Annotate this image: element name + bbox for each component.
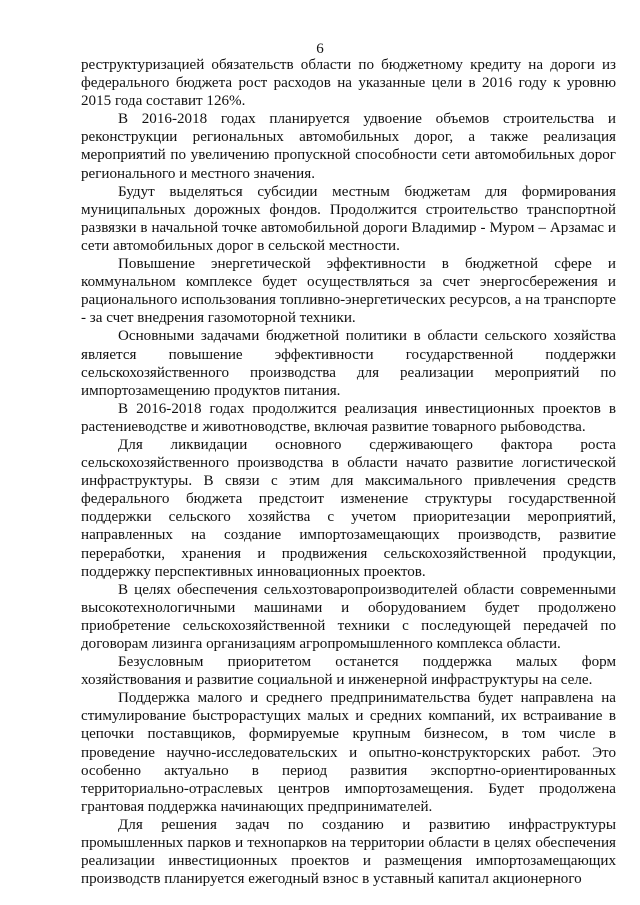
paragraph-energy-efficiency: Повышение энергетической эффективности в бюджетной сфере и коммунальном комплексе будет осуществляться за счет энергосбережения и рационального использования топливно-энергетических ресурсов, а на транспорте - за счет внедрения газомоторной техники.	[81, 256, 616, 327]
paragraph-industrial-parks: Для решения задач по созданию и развитию инфраструктуры промышленных парков и технопарков на территории области в целях обеспечения реализации инвестиционных проектов и размещения импортозамещающих производств планируется ежегодный взнос в уставный капитал акционерного	[81, 816, 616, 888]
paragraph-logistics-infrastructure: Для ликвидации основного сдерживающего фактора роста сельскохозяйственного производства в области начато развитие логистической инфраструктуры. В связи с этим для максимального привлечения средств федерального бюджета предстоит изменение структуры государственной поддержки сельского хозяйства с учетом приоритезации мероприятий, направленных на создание импортозамещающих производств, развитие переработки, хранения и продвижения сельскохозяйственной продукции, поддержку перспективных инновационных проектов.	[81, 436, 616, 580]
page-number: 6	[316, 41, 324, 57]
paragraph-small-farms-priority: Безусловным приоритетом останется поддержка малых форм хозяйствования и развитие социальной и инженерной инфраструктуры на селе.	[81, 654, 616, 689]
paragraph-road-funds-subsidies: Будут выделяться субсидии местным бюджетам для формирования муниципальных дорожных фондов. Продолжится строительство транспортной развязки в начальной точке автомобильной дороги Владимир - Муром – Арзамас и сети автомобильных дорог в сельской местности.	[81, 183, 616, 254]
paragraph-agricultural-machinery: В целях обеспечения сельхозтоваропроизводителей области современными высокотехнологичными машинами и оборудованием будет продолжено приобретение сельскохозяйственной техники с последующей передачей по договорам лизинга организациям агропромышленного комплекса области.	[81, 581, 616, 652]
paragraph-agriculture-tasks: Основными задачами бюджетной политики в области сельского хозяйства является повышение эффективности государственной поддержки сельскохозяйственного производства для реализации мероприятий по импортозамещению продуктов питания.	[81, 328, 616, 399]
document-body	[81, 56, 616, 888]
paragraph-continuation-road-credit: реструктуризацией обязательств области по бюджетному кредиту на дороги из федерального бюджета рост расходов на указанные цели в 2016 году к уровню 2015 года составит 126%.	[81, 57, 616, 110]
paragraph-small-business-support: Поддержка малого и среднего предпринимательства будет направлена на стимулирование быстрорастущих малых и средних компаний, их встраивание в цепочки поставщиков, формируемые крупным бизнесом, в том числе в проведение научно-исследовательских и опытно-конструкторских работ. Это особенно актуально в период развития экспортно-ориентированных территориально-отраслевых центров импортозамещения. Будет продолжена грантовая поддержка начинающих предпринимателей.	[81, 690, 616, 815]
paragraph-investment-projects: В 2016-2018 годах продолжится реализация инвестиционных проектов в растениеводстве и животноводстве, включая развитие товарного рыбоводства.	[81, 400, 616, 435]
paragraph-road-construction: В 2016-2018 годах планируется удвоение объемов строительства и реконструкции региональных автомобильных дорог, а также реализация мероприятий по увеличению пропускной способности сети автомобильных дорог регионального и местного значения.	[81, 111, 616, 182]
